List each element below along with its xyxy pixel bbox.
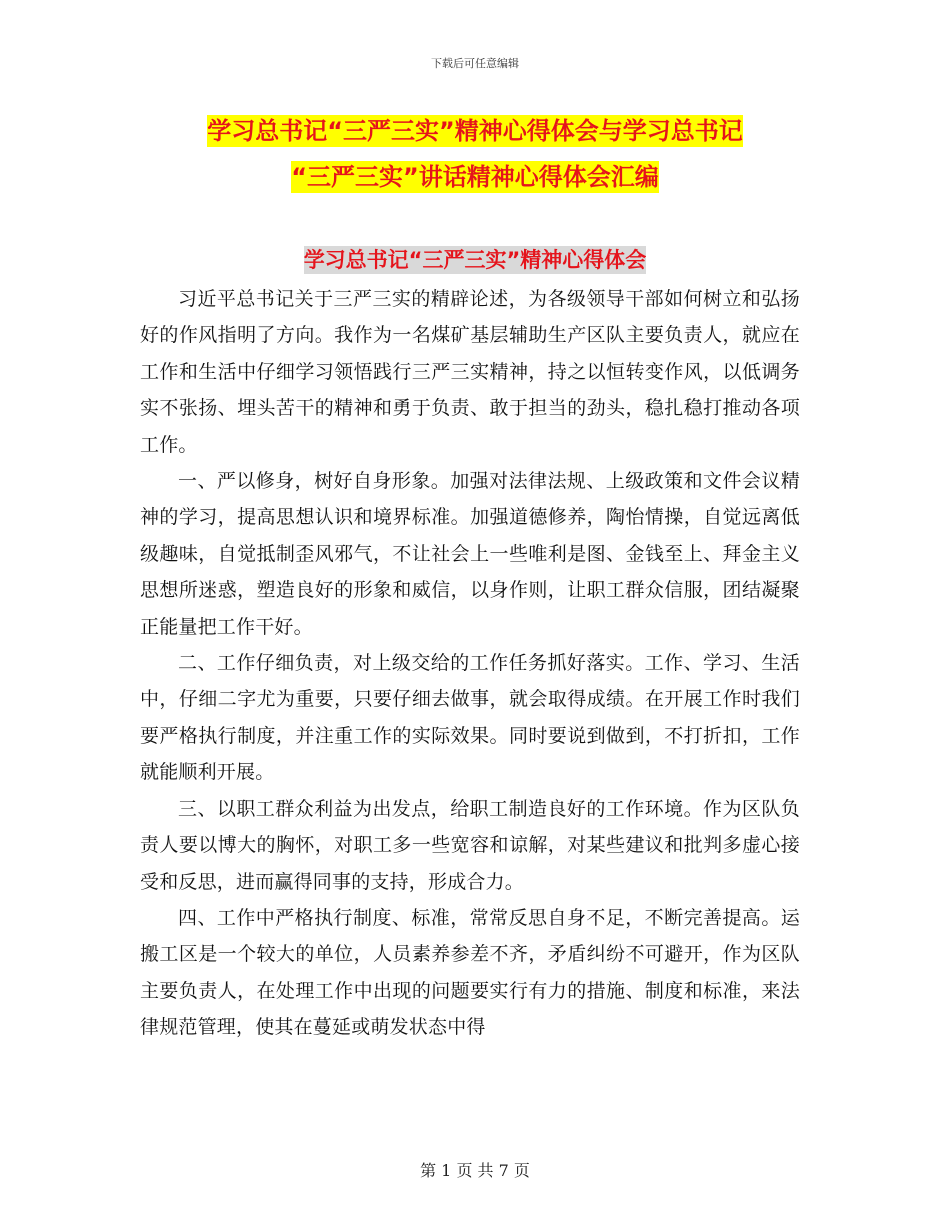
- paragraph-intro: 习近平总书记关于三严三实的精辟论述，为各级领导干部如何树立和弘扬好的作风指明了方向。我作为一名煤矿基层辅助生产区队主要负责人，就应在工作和生活中仔细学习领悟践行三严三实精神，持之以恒转变作风，以低调务实不张扬、埋头苦干的精神和勇于负责、敢于担当的劲头，稳扎稳打推动各项工作。: [140, 288, 800, 456]
- title-line-2: [0, 154, 950, 200]
- section-subtitle: [0, 244, 950, 274]
- title-line-2-text: “三严三实”讲话精神心得体会汇编: [291, 163, 659, 191]
- section-subtitle-text: 学习总书记“三严三实”精神心得体会: [303, 248, 647, 272]
- paragraph-point-1: 一、严以修身，树好自身形象。加强对法律法规、上级政策和文件会议精神的学习，提高思想认识和境界标准。加强道德修养，陶怡情操，自觉远离低级趣味，自觉抵制歪风邪气，不让社会上一些唯利是图、金钱至上、拜金主义思想所迷惑，塑造良好的形象和威信，以身作则，让职工群众信服，团结凝聚正能量把工作干好。: [140, 470, 800, 638]
- title-line-1-text: 学习总书记“三严三实”精神心得体会与学习总书记: [207, 117, 743, 145]
- page-header: 下载后可任意编辑: [431, 57, 519, 70]
- title-line-1: [0, 108, 950, 154]
- body-text: [140, 281, 800, 1046]
- paragraph-point-3: 三、以职工群众利益为出发点，给职工制造良好的工作环境。作为区队负责人要以博大的胸怀，对职工多一些宽容和谅解，对某些建议和批判多虚心接受和反思，进而赢得同事的支持，形成合力。: [140, 797, 800, 893]
- paragraph-point-2: 二、工作仔细负责，对上级交给的工作任务抓好落实。工作、学习、生活中，仔细二字尤为重要，只要仔细去做事，就会取得成绩。在开展工作时我们要严格执行制度，并注重工作的实际效果。同时要说到做到，不打折扣，工作就能顺利开展。: [140, 652, 800, 784]
- document-title: [0, 108, 950, 200]
- paragraph-point-4: 四、工作中严格执行制度、标准，常常反思自身不足，不断完善提高。运搬工区是一个较大的单位，人员素养参差不齐，矛盾纠纷不可避开，作为区队主要负责人，在处理工作中出现的问题要实行有力的措施、制度和标准，来法律规范管理，使其在蔓延或萌发状态中得: [140, 906, 800, 1039]
- page-footer: 第 1 页 共 7 页: [420, 1161, 530, 1180]
